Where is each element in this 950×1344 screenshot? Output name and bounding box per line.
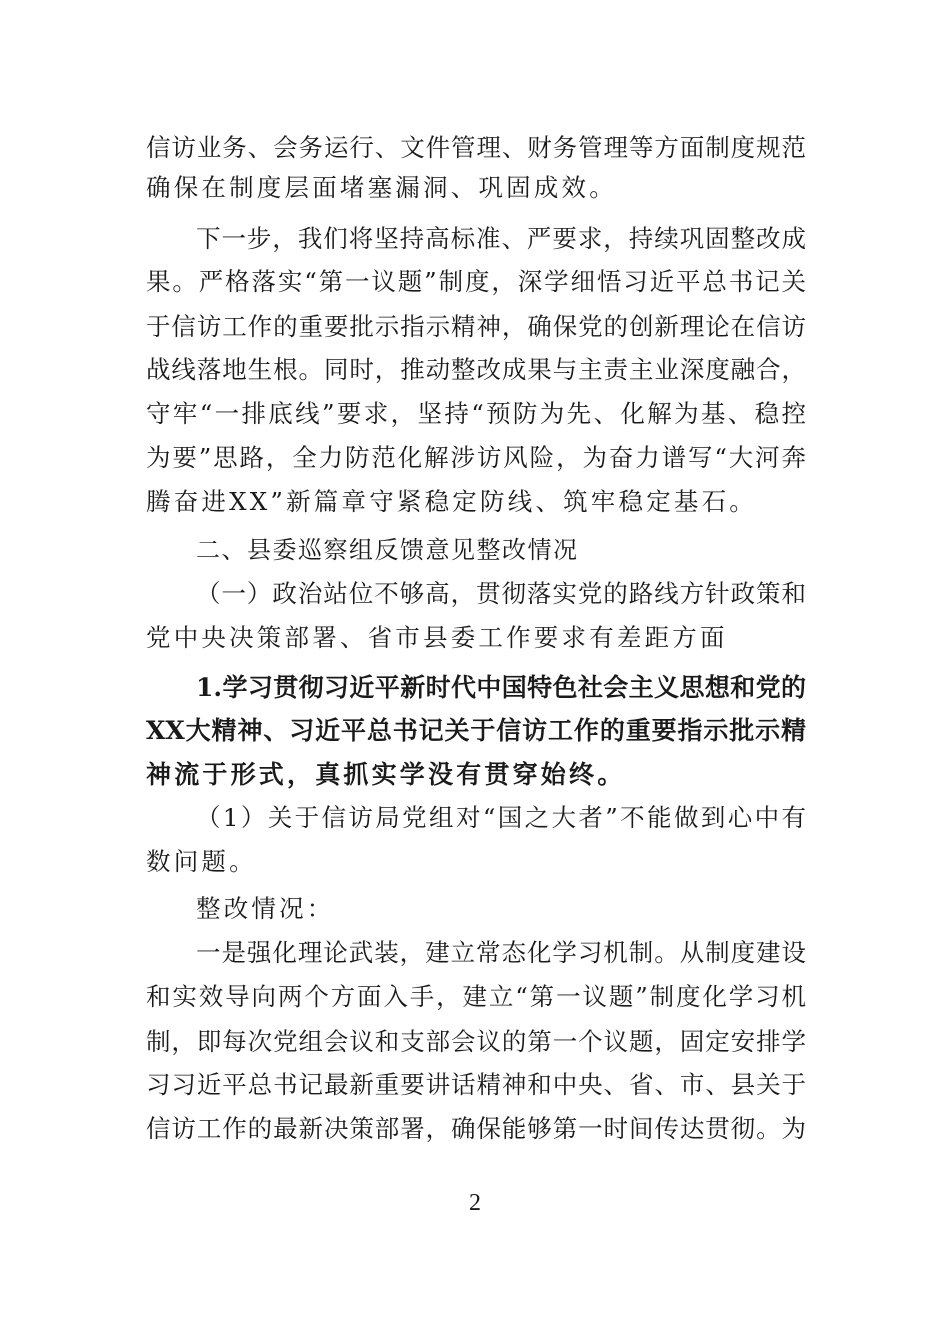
body-line: 习习近平总书记最新重要讲话精神和中央、省、市、县关于 bbox=[146, 1070, 806, 1099]
body-line: 数问题。 bbox=[146, 847, 257, 876]
body-line: 信访业务、会务运行、文件管理、财务管理等方面制度规范 bbox=[146, 133, 806, 162]
body-line: 于信访工作的重要批示指示精神，确保党的创新理论在信访 bbox=[146, 312, 806, 341]
body-line: 整改情况： bbox=[196, 894, 335, 923]
body-line: 和实效导向两个方面入手，建立“第一议题”制度化学习机 bbox=[146, 982, 806, 1011]
body-line: （1）关于信访局党组对“国之大者”不能做到心中有 bbox=[196, 803, 806, 832]
body-line: 信访工作的最新决策部署，确保能够第一时间传达贯彻。为 bbox=[146, 1114, 806, 1143]
subsection-heading-cont: 党中央决策部署、省市县委工作要求有差距方面 bbox=[146, 623, 728, 652]
body-line: 制，即每次党组会议和支部会议的第一个议题，固定安排学 bbox=[146, 1027, 806, 1056]
body-line: 守牢“一排底线”要求，坚持“预防为先、化解为基、稳控 bbox=[146, 399, 806, 428]
body-line: 下一步，我们将坚持高标准、严要求，持续巩固整改成 bbox=[196, 224, 806, 253]
body-line: 为要”思路，全力防范化解涉访风险，为奋力谱写“大河奔 bbox=[146, 443, 806, 472]
body-line: 腾奋进XX”新篇章守紧稳定防线、筑牢稳定基石。 bbox=[146, 487, 758, 516]
body-line: 确保在制度层面堵塞漏洞、巩固成效。 bbox=[146, 173, 617, 202]
bold-item-heading-cont: 神流于形式，真抓实学没有贯穿始终。 bbox=[146, 760, 626, 789]
body-line: 果。严格落实“第一议题”制度，深学细悟习近平总书记关 bbox=[146, 267, 806, 296]
page-number: 2 bbox=[469, 1190, 481, 1216]
section-heading: 二、县委巡察组反馈意见整改情况 bbox=[196, 536, 579, 564]
subsection-heading: （一）政治站位不够高，贯彻落实党的路线方针政策和 bbox=[196, 579, 806, 608]
bold-item-heading: 1.学习贯彻习近平新时代中国特色社会主义思想和党的 bbox=[196, 673, 806, 702]
body-line: 一是强化理论武装，建立常态化学习机制。从制度建设 bbox=[196, 938, 806, 967]
body-line: 战线落地生根。同时，推动整改成果与主责主业深度融合， bbox=[146, 355, 806, 384]
bold-item-heading-cont: XX大精神、习近平总书记关于信访工作的重要指示批示精 bbox=[146, 716, 806, 745]
